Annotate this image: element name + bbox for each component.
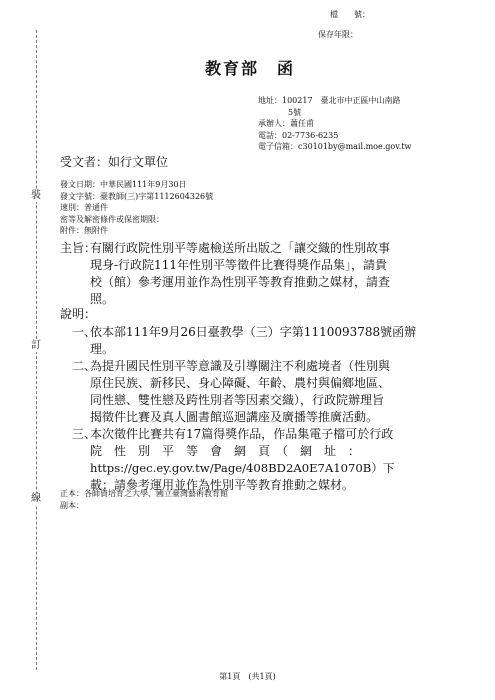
- address-line: 地址：100217 臺北市中正區中山南路: [258, 96, 401, 105]
- item-line: 本次徵件比賽共有17篇得獎作品，作品集電子檔可於行政: [90, 427, 394, 441]
- document-title: 教育部 函: [205, 59, 296, 78]
- subject-line: 有關行政院性別平等處檢送所出版之「讓交織的性別故事: [90, 241, 391, 255]
- address-block: [258, 95, 488, 153]
- phone: 電話：02-7736-6235: [258, 130, 339, 140]
- speed-class: 速別：普通件: [60, 203, 108, 212]
- contact-person: 承辦人：蕭任甫: [258, 119, 314, 128]
- item-number: 一、: [72, 325, 97, 339]
- item-line: 原住民族、新移民、身心障礙、年齡、農村與偏鄉地區、: [90, 376, 391, 390]
- security-level: 密等及解密條件或保密期限：: [60, 214, 164, 224]
- subject-label: 主旨：: [60, 241, 97, 255]
- retention-label: 保存年限：: [318, 30, 358, 39]
- recipient: 受文者：如行文單位: [60, 155, 169, 169]
- item-line: 理。: [90, 342, 115, 356]
- subject-section: [60, 240, 480, 308]
- page-footer: 第1頁 (共1頁): [219, 672, 276, 681]
- item-line: 為提升國民性別平等意識及引導關注不利處境者（性別與: [90, 359, 391, 373]
- copy-recipients: 副本：: [60, 500, 84, 510]
- item-line: 同性戀、雙性戀及跨性別者等因素交織），行政院辦理旨: [90, 393, 385, 407]
- item-line: 依本部111年9月26日臺教學（三）字第1110093788號函辦: [90, 325, 417, 339]
- subject-line: 現身-行政院111年性別平等徵件比賽得獎作品集」，請貴: [90, 258, 387, 272]
- subject-line: 照。: [90, 292, 115, 306]
- item-number: 二、: [72, 359, 97, 373]
- document-meta: [60, 179, 360, 237]
- item-line-url: https://gec.ey.gov.tw/Page/408BD2A0E7A1070B）下: [90, 461, 395, 475]
- item-number: 三、: [72, 427, 97, 441]
- file-number-label: 檔 號：: [330, 10, 370, 19]
- email: 電子信箱：c30101by@mail.moe.gov.tw: [258, 142, 412, 151]
- item-line: 載；請參考運用並作為性別平等教育推動之媒材。: [90, 478, 355, 492]
- binding-char-ding: 訂: [31, 340, 41, 351]
- document-number: 發文字號：臺教師(三)字第1112604326號: [60, 191, 214, 201]
- item-line: 揭徵件比賽及真人圖書館巡迴講座及廣播等推廣活動。: [90, 410, 379, 424]
- address-line-cont: 5號: [288, 107, 302, 117]
- explanation-item: [72, 358, 482, 426]
- explanation-item: [72, 324, 482, 358]
- subject-line: 校（館）參考運用並作為性別平等教育推動之媒材，請查: [90, 275, 391, 289]
- binding-char-xian: 線: [31, 493, 41, 504]
- primary-recipients: 正本：各師資培育之大學、國立臺灣藝術教育館: [60, 489, 228, 498]
- explanation-item: [72, 426, 482, 494]
- binding-char-zhuang: 裝: [31, 190, 41, 201]
- issue-date: 發文日期：中華民國111年9月30日: [60, 180, 187, 189]
- item-line: 院 性 別 平 等 會 網 頁 （ 網 址 ：: [90, 444, 361, 458]
- explanation-label: 說明：: [60, 307, 97, 321]
- attachment: 附件：無附件: [60, 226, 108, 235]
- distribution: [60, 488, 460, 511]
